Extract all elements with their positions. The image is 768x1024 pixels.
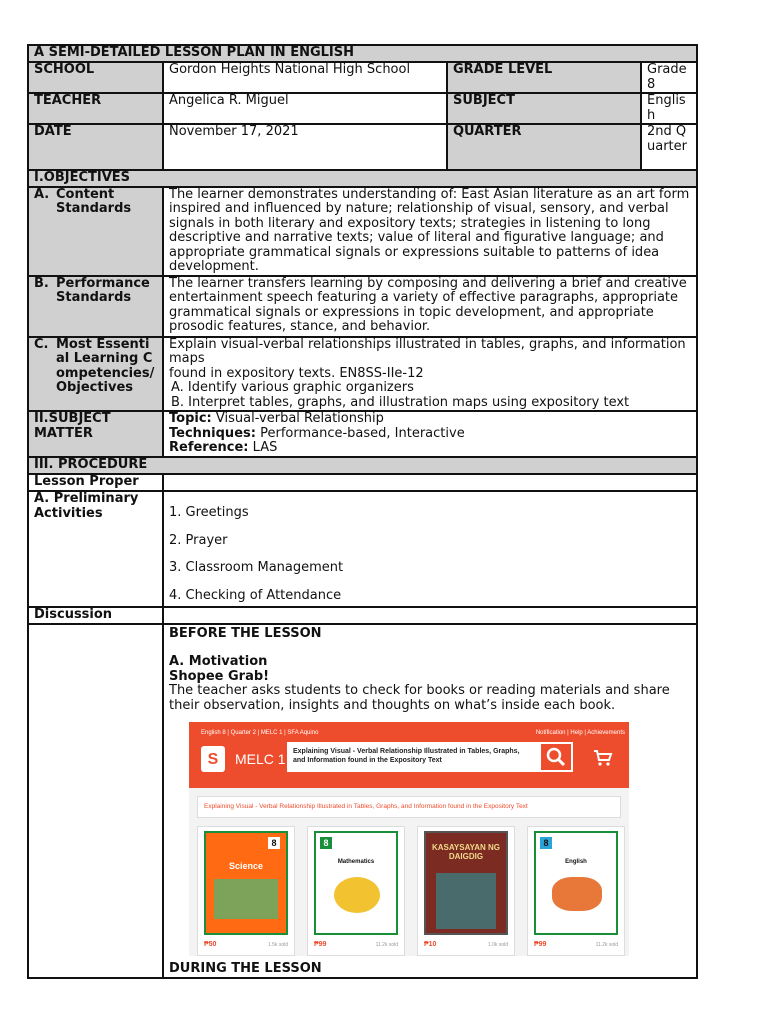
activity-title: Shopee Grab! — [169, 668, 270, 684]
performance-standards-label — [28, 276, 163, 337]
procedure-heading: III. PROCEDURE — [28, 457, 697, 474]
quarter-value: 2nd Quarter — [641, 124, 697, 170]
book-title-mathematics: Mathematics — [337, 859, 375, 865]
competency-item-b: B. Interpret tables, graphs, and illustration maps using expository text — [171, 394, 630, 410]
grade-level-value: Grade 8 — [641, 62, 697, 93]
kasaysayan-photo — [436, 873, 496, 929]
book-cover-kasaysayan — [424, 831, 508, 935]
techniques-value: Performance-based, Interactive — [260, 425, 465, 441]
content-standards-label — [28, 187, 163, 276]
reference-label: Reference: — [169, 440, 249, 455]
cart-icon — [593, 750, 613, 766]
before-lesson-heading: BEFORE THE LESSON — [169, 625, 322, 641]
discussion-label: Discussion — [28, 607, 163, 624]
during-lesson-heading: DURING THE LESSON — [169, 961, 322, 976]
book-grade-science: 8 — [268, 837, 280, 849]
reference-line — [169, 441, 691, 456]
date-value: November 17, 2021 — [163, 124, 447, 170]
book-price-science: ₱50 — [204, 940, 217, 948]
grade-level-label: GRADE LEVEL — [447, 62, 641, 93]
screenshot-toplinks: Notification | Help | Achievements — [535, 730, 625, 736]
english-illustration — [552, 877, 602, 911]
competencies-text: Most Essential Learning Competencies/ Objectives — [56, 336, 155, 395]
book-title-kasaysayan: KASAYSAYAN NG DAIGDIG — [431, 843, 501, 861]
discussion-left-cell — [28, 624, 163, 978]
science-photo — [214, 879, 278, 919]
screenshot-strip: Explaining Visual - Verbal Relationship Illustrated in Tables, Graphs, and Information found in the Expository Text — [197, 796, 621, 818]
plan-title: A SEMI-DETAILED LESSON PLAN IN ENGLISH — [28, 45, 697, 62]
reference-value: LAS — [252, 440, 278, 455]
subject-label: SUBJECT — [447, 93, 641, 124]
book-card-mathematics — [307, 826, 405, 956]
performance-standards-letter: B. — [34, 275, 49, 291]
book-sold-mathematics: 11.2k sold — [375, 941, 398, 948]
prelim-item-greetings: 1. Greetings — [169, 505, 249, 520]
topic-value: Visual-verbal Relationship — [215, 411, 384, 426]
school-value: Gordon Heights National High School — [163, 62, 447, 93]
motivation-instructions: The teacher asks students to check for books or reading materials and share their observation, insights and thoughts on what’s inside each book. — [169, 683, 670, 713]
content-standards-letter: A. — [34, 186, 50, 202]
teacher-value: Angelica R. Miguel — [163, 93, 447, 124]
screenshot-topline: English 8 | Quarter 2 | MELC 1 | SFA Aquino — [201, 730, 319, 736]
discussion-content — [163, 624, 697, 978]
competencies-label — [28, 337, 163, 412]
competency-line-1: Explain visual-verbal relationships illustrated in tables, graphs, and information maps — [169, 336, 686, 366]
prelim-item-classroom-management: 3. Classroom Management — [169, 560, 344, 575]
performance-standards-text: Performance Standards — [56, 275, 150, 305]
techniques-label: Techniques: — [169, 425, 256, 441]
competencies-letter: C. — [34, 336, 49, 352]
book-price-kasaysayan: ₱10 — [424, 940, 437, 948]
book-cover-science — [204, 831, 288, 935]
subject-matter-value — [163, 411, 697, 457]
book-card-kasaysayan — [417, 826, 515, 956]
mathematics-illustration — [334, 877, 380, 913]
school-label: SCHOOL — [28, 62, 163, 93]
book-card-english — [527, 826, 625, 956]
prelim-item-attendance: 4. Checking of Attendance — [169, 587, 342, 603]
book-price-mathematics: ₱99 — [314, 940, 327, 948]
competency-item-a: A. Identify various graphic organizers — [171, 380, 414, 395]
lesson-proper-label: Lesson Proper — [28, 474, 163, 491]
shopee-header — [189, 722, 629, 788]
screenshot-search-box: Explaining Visual - Verbal Relationship Illustrated in Tables, Graphs, and Information found in the Expository Text — [287, 742, 539, 772]
book-sold-kasaysayan: 1.0k sold — [487, 941, 508, 948]
book-cover-english — [534, 831, 618, 935]
screenshot-melc: MELC 1 — [235, 751, 286, 767]
lesson-plan-table — [27, 44, 698, 979]
lesson-proper-value — [163, 474, 697, 491]
book-sold-english: 11.2k sold — [595, 941, 618, 948]
objectives-heading: I.OBJECTIVES — [28, 170, 697, 187]
shopee-screenshot — [189, 722, 629, 956]
preliminary-activities-list — [163, 491, 697, 607]
book-cover-mathematics — [314, 831, 398, 935]
topic-label: Topic: — [169, 411, 212, 426]
competency-line-2: found in expository texts. EN8SS-IIe-12 — [169, 365, 424, 381]
preliminary-activities-label: A. Preliminary Activities — [28, 491, 163, 607]
subject-matter-label: II.SUBJECT MATTER — [28, 411, 163, 457]
book-sold-science: 1.5k sold — [267, 941, 288, 948]
book-card-science — [197, 826, 295, 956]
performance-standards-value: The learner transfers learning by composing and delivering a brief and creative entertainment speech featuring a variety of effective paragraphs, appropriate grammatical signals or expressions in topic development, and appropriate prosodic features, stance, and behavior. — [163, 276, 697, 337]
prelim-item-prayer: 2. Prayer — [169, 532, 228, 548]
book-grade-english: 8 — [540, 837, 552, 849]
discussion-value — [163, 607, 697, 624]
content-standards-value: The learner demonstrates understanding of: East Asian literature as an art form inspired and influenced by nature; relationship of visual, sensory, and verbal signals in both literary and expository texts; strategies in listening to long descriptive and narrative texts; value of literal and figurative language; and appropriate grammatical signals or expressions suitable to patterns of idea development. — [163, 187, 697, 276]
quarter-label: QUARTER — [447, 124, 641, 170]
book-title-science: Science — [228, 861, 264, 871]
book-price-english: ₱99 — [534, 940, 547, 948]
book-grade-mathematics: 8 — [320, 837, 332, 849]
date-label: DATE — [28, 124, 163, 170]
motivation-heading: A. Motivation — [169, 654, 268, 669]
content-standards-text: Content Standards — [56, 186, 132, 216]
subject-value: English — [641, 93, 697, 124]
techniques-line — [169, 427, 691, 442]
search-icon — [539, 742, 573, 772]
competencies-value — [163, 337, 697, 412]
book-title-english: English — [565, 859, 587, 865]
topic-line — [169, 412, 691, 427]
teacher-label: TEACHER — [28, 93, 163, 124]
shopee-bag-icon: S — [201, 746, 225, 772]
